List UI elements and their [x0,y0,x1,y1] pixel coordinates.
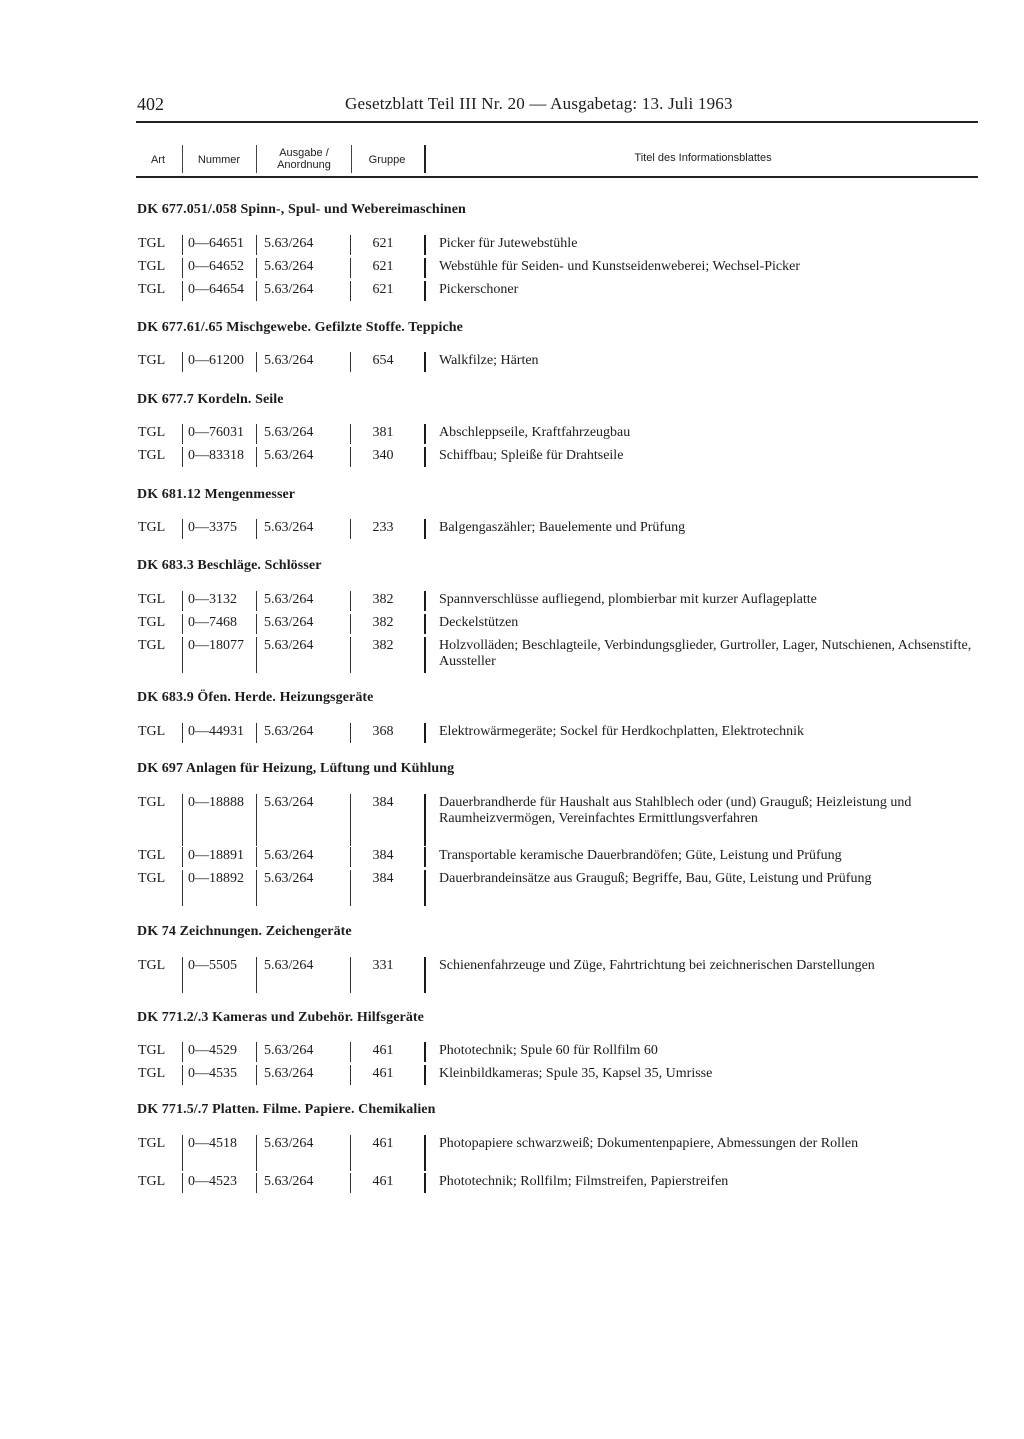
column-divider [350,258,351,278]
cell-titel: Abschleppseile, Kraftfahrzeugbau [439,425,631,440]
section-heading: DK 677.051/.058 Spinn-, Spul- und Webereimaschinen [137,202,466,217]
cell-gruppe: 654 [372,353,394,368]
column-divider [182,870,183,906]
cell-art: TGL [138,1136,166,1151]
cell-titel: Spannverschlüsse aufliegend, plombierbar mit kurzer Auflageplatte [439,592,817,607]
col-nummer-header: Nummer [197,154,241,166]
col-divider [182,145,183,173]
cell-art: TGL [138,353,166,368]
cell-gruppe: 621 [372,282,394,297]
section-heading: DK 74 Zeichnungen. Zeichengeräte [137,924,352,939]
col-gruppe-header: Gruppe [368,154,406,166]
cell-ausgabe: 5.63/264 [264,353,314,368]
section-heading: DK 677.61/.65 Mischgewebe. Gefilzte Stoffe. Teppiche [137,320,463,335]
cell-nummer: 0—3132 [188,592,237,607]
column-divider [256,447,257,467]
cell-nummer: 0—76031 [188,425,244,440]
column-divider [256,1042,257,1062]
cell-nummer: 0—64654 [188,282,244,297]
table-row [0,615,1024,631]
cell-nummer: 0—18888 [188,795,244,810]
column-divider [424,1135,426,1171]
cell-titel: Dauerbrandherde für Haushalt aus Stahlblech oder (und) Grauguß; Heizleistung und Raumheizvermögen, Vereinfachtes Ermittlungsverfahren [439,795,912,826]
column-divider [256,591,257,611]
cell-gruppe: 384 [372,795,394,810]
column-divider [256,424,257,444]
column-divider [256,235,257,255]
column-divider [350,352,351,372]
running-header: Gesetzblatt Teil III Nr. 20 — Ausgabetag: 13. Juli 1963 [345,94,733,113]
column-divider [182,235,183,255]
cell-ausgabe: 5.63/264 [264,1043,314,1058]
column-divider [182,281,183,301]
column-divider [350,1065,351,1085]
column-divider [256,352,257,372]
table-row [0,848,1024,864]
column-divider [424,870,426,906]
cell-art: TGL [138,848,166,863]
cell-ausgabe: 5.63/264 [264,615,314,630]
column-divider [350,870,351,906]
table-row [0,1136,1024,1168]
col-divider [256,145,257,173]
cell-gruppe: 233 [372,520,394,535]
column-divider [182,847,183,867]
cell-titel: Phototechnik; Spule 60 für Rollfilm 60 [439,1043,658,1058]
cell-titel: Holzvolläden; Beschlagteile, Verbindungsglieder, Gurtroller, Lager, Nutschienen, Achsenstifte, Aussteller [439,638,972,669]
column-divider [424,847,426,867]
col-art-header: Art [150,154,166,166]
cell-titel: Deckelstützen [439,615,519,630]
column-divider [424,235,426,255]
cell-titel: Photopapiere schwarzweiß; Dokumentenpapiere, Abmessungen der Rollen [439,1136,859,1151]
column-divider [350,637,351,673]
column-divider [424,637,426,673]
cell-art: TGL [138,1043,166,1058]
cell-titel: Schienenfahrzeuge und Züge, Fahrtrichtung bei zeichnerischen Darstellungen [439,958,875,973]
cell-ausgabe: 5.63/264 [264,448,314,463]
table-row [0,353,1024,369]
table-row [0,795,1024,843]
column-divider [424,1173,426,1193]
table-row [0,425,1024,441]
cell-gruppe: 384 [372,871,394,886]
cell-nummer: 0—7468 [188,615,237,630]
cell-art: TGL [138,638,166,653]
cell-nummer: 0—61200 [188,353,244,368]
cell-ausgabe: 5.63/264 [264,958,314,973]
section-heading: DK 697 Anlagen für Heizung, Lüftung und Kühlung [137,761,455,776]
column-divider [182,519,183,539]
column-divider [256,794,257,846]
cell-ausgabe: 5.63/264 [264,236,314,251]
column-divider [424,1065,426,1085]
column-divider [182,637,183,673]
cell-gruppe: 621 [372,259,394,274]
table-row [0,259,1024,275]
cell-art: TGL [138,871,166,886]
column-divider [424,794,426,846]
cell-titel: Walkfilze; Härten [439,353,539,368]
table-row [0,282,1024,298]
table-row [0,592,1024,608]
cell-titel: Schiffbau; Spleiße für Drahtseile [439,448,624,463]
column-divider [350,519,351,539]
column-divider [182,424,183,444]
table-row [0,724,1024,740]
column-divider [182,447,183,467]
cell-gruppe: 621 [372,236,394,251]
column-divider [182,614,183,634]
cell-gruppe: 384 [372,848,394,863]
cell-art: TGL [138,1174,166,1189]
table-row [0,1174,1024,1190]
cell-art: TGL [138,795,166,810]
cell-ausgabe: 5.63/264 [264,1066,314,1081]
col-divider [424,145,426,173]
column-divider [424,281,426,301]
cell-ausgabe: 5.63/264 [264,592,314,607]
column-divider [350,723,351,743]
column-divider [424,447,426,467]
cell-gruppe: 461 [372,1066,394,1081]
table-row [0,236,1024,252]
column-divider [350,1173,351,1193]
column-divider [182,258,183,278]
table-row [0,871,1024,903]
cell-ausgabe: 5.63/264 [264,848,314,863]
header-rule-bottom [136,176,978,178]
column-divider [350,1042,351,1062]
column-divider [424,957,426,993]
cell-titel: Webstühle für Seiden- und Kunstseidenweberei; Wechsel-Picker [439,259,800,274]
column-divider [182,352,183,372]
column-divider [182,723,183,743]
cell-nummer: 0—4535 [188,1066,237,1081]
column-divider [182,1135,183,1171]
cell-gruppe: 331 [372,958,394,973]
cell-nummer: 0—44931 [188,724,244,739]
cell-art: TGL [138,236,166,251]
section-heading: DK 681.12 Mengenmesser [137,487,296,502]
table-row [0,448,1024,464]
column-divider [424,424,426,444]
column-divider [256,281,257,301]
column-divider [350,957,351,993]
page-number: 402 [137,94,164,114]
section-heading: DK 771.2/.3 Kameras und Zubehör. Hilfsgeräte [137,1010,424,1025]
section-heading: DK 683.9 Öfen. Herde. Heizungsgeräte [137,690,374,705]
table-row [0,1066,1024,1082]
table-row [0,1043,1024,1059]
cell-art: TGL [138,520,166,535]
column-divider [256,870,257,906]
cell-nummer: 0—64652 [188,259,244,274]
column-divider [350,235,351,255]
section-heading: DK 771.5/.7 Platten. Filme. Papiere. Chemikalien [137,1102,436,1117]
column-divider [182,1042,183,1062]
column-divider [256,1173,257,1193]
cell-gruppe: 461 [372,1136,394,1151]
column-divider [256,614,257,634]
cell-art: TGL [138,259,166,274]
column-divider [256,258,257,278]
cell-gruppe: 461 [372,1043,394,1058]
cell-ausgabe: 5.63/264 [264,638,314,653]
cell-titel: Balgengaszähler; Bauelemente und Prüfung [439,520,686,535]
column-divider [182,1065,183,1085]
cell-nummer: 0—4518 [188,1136,237,1151]
cell-art: TGL [138,425,166,440]
column-divider [256,957,257,993]
section-heading: DK 677.7 Kordeln. Seile [137,392,284,407]
cell-art: TGL [138,448,166,463]
column-divider [350,424,351,444]
cell-nummer: 0—5505 [188,958,237,973]
column-divider [424,258,426,278]
column-divider [350,591,351,611]
cell-ausgabe: 5.63/264 [264,282,314,297]
cell-gruppe: 368 [372,724,394,739]
column-divider [182,1173,183,1193]
cell-titel: Elektrowärmegeräte; Sockel für Herdkochplatten, Elektrotechnik [439,724,805,739]
cell-titel: Kleinbildkameras; Spule 35, Kapsel 35, Umrisse [439,1066,713,1081]
col-divider [351,145,352,173]
column-divider [256,1135,257,1171]
column-divider [256,723,257,743]
cell-nummer: 0—18077 [188,638,244,653]
column-divider [350,794,351,846]
cell-gruppe: 381 [372,425,394,440]
cell-ausgabe: 5.63/264 [264,724,314,739]
column-divider [256,637,257,673]
cell-art: TGL [138,724,166,739]
cell-nummer: 0—4529 [188,1043,237,1058]
cell-art: TGL [138,282,166,297]
column-divider [424,519,426,539]
cell-ausgabe: 5.63/264 [264,425,314,440]
cell-gruppe: 382 [372,638,394,653]
column-divider [350,281,351,301]
cell-ausgabe: 5.63/264 [264,871,314,886]
cell-titel: Pickerschoner [439,282,519,297]
column-divider [350,614,351,634]
cell-art: TGL [138,592,166,607]
cell-titel: Transportable keramische Dauerbrandöfen; Güte, Leistung und Prüfung [439,848,842,863]
cell-art: TGL [138,615,166,630]
cell-nummer: 0—18891 [188,848,244,863]
column-divider [182,794,183,846]
column-divider [256,1065,257,1085]
cell-nummer: 0—3375 [188,520,237,535]
cell-nummer: 0—18892 [188,871,244,886]
col-ausgabe-header: Ausgabe / Anordnung [277,147,331,171]
cell-nummer: 0—64651 [188,236,244,251]
cell-gruppe: 340 [372,448,394,463]
cell-ausgabe: 5.63/264 [264,1174,314,1189]
column-divider [350,1135,351,1171]
cell-gruppe: 382 [372,615,394,630]
column-divider [350,847,351,867]
cell-ausgabe: 5.63/264 [264,259,314,274]
header-rule-top [136,121,978,123]
section-heading: DK 683.3 Beschläge. Schlösser [137,558,322,573]
cell-nummer: 0—4523 [188,1174,237,1189]
cell-nummer: 0—83318 [188,448,244,463]
cell-gruppe: 461 [372,1174,394,1189]
cell-gruppe: 382 [372,592,394,607]
column-divider [350,447,351,467]
cell-titel: Phototechnik; Rollfilm; Filmstreifen, Papierstreifen [439,1174,729,1189]
cell-art: TGL [138,1066,166,1081]
cell-art: TGL [138,958,166,973]
cell-ausgabe: 5.63/264 [264,1136,314,1151]
column-divider [424,352,426,372]
col-titel-header: Titel des Informationsblattes [634,152,772,164]
column-divider [424,591,426,611]
cell-titel: Dauerbrandeinsätze aus Grauguß; Begriffe, Bau, Güte, Leistung und Prüfung [439,871,872,886]
cell-ausgabe: 5.63/264 [264,795,314,810]
table-row [0,638,1024,670]
column-divider [424,723,426,743]
table-row [0,520,1024,536]
column-divider [182,591,183,611]
column-divider [256,519,257,539]
column-divider [182,957,183,993]
column-divider [424,1042,426,1062]
cell-ausgabe: 5.63/264 [264,520,314,535]
column-divider [256,847,257,867]
cell-titel: Picker für Jutewebstühle [439,236,578,251]
column-divider [424,614,426,634]
table-row [0,958,1024,990]
